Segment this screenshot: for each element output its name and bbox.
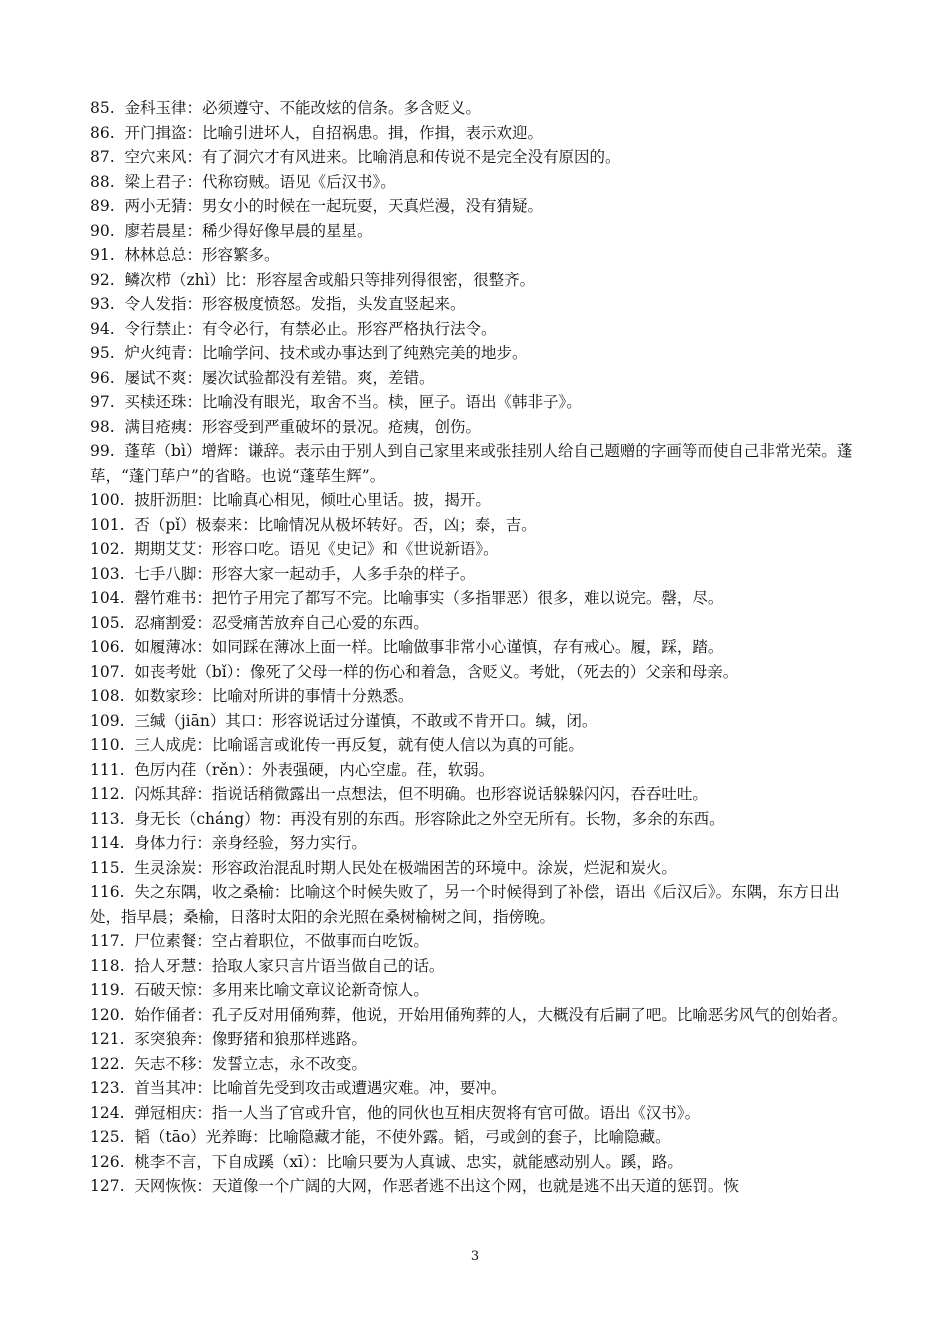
idiom-entry: [90, 170, 865, 195]
entry-number: 98.: [90, 417, 115, 436]
entry-text: 廖若晨星：稀少得好像早晨的星星。: [124, 221, 373, 240]
entry-text: 开门揖盗：比喻引进坏人，自招祸患。揖，作揖，表示欢迎。: [124, 123, 544, 142]
entry-text: 尸位素餐：空占着职位，不做事而白吃饭。: [134, 932, 429, 950]
entry-text: 两小无猜：男女小的时候在一起玩耍，天真烂漫，没有猜疑。: [124, 197, 544, 215]
entry-number: 109.: [90, 711, 125, 730]
entry-text: 闪烁其辞：指说话稍微露出一点想法，但不明确。也形容说话躲躲闪闪，吞吞吐吐。: [134, 785, 708, 803]
idiom-entry: [90, 366, 865, 391]
entry-number: 110.: [90, 736, 125, 754]
entry-number: 119.: [90, 981, 125, 999]
entry-number: 104.: [90, 589, 125, 607]
entry-text: 七手八脚：形容大家一起动手，人多手杂的样子。: [134, 564, 476, 583]
entry-text: 梁上君子：代称窃贼。语见《后汉书》。: [124, 172, 396, 191]
entry-number: 85.: [90, 99, 115, 117]
entry-text: 令人发指：形容极度愤怒。发指，头发直竖起来。: [124, 295, 466, 313]
entry-text: 如丧考妣（bǐ）：像死了父母一样的伤心和着急，含贬义。考妣，（死去的）父亲和母亲。: [134, 662, 739, 681]
entry-number: 95.: [90, 344, 115, 362]
entry-number: 123.: [90, 1079, 125, 1097]
entry-number: 90.: [90, 221, 115, 240]
entry-number: 115.: [90, 858, 125, 877]
entry-text: 三人成虎：比喻谣言或讹传一再反复，就有使人信以为真的可能。: [134, 736, 584, 754]
idiom-entry: [90, 562, 865, 587]
idiom-entry: [90, 782, 865, 807]
entry-number: 88.: [90, 172, 115, 191]
idiom-entry: [90, 219, 865, 244]
entry-text: 金科玉律：必须遵守、不能改炫的信条。多含贬义。: [124, 99, 482, 117]
entry-text: 屡试不爽：屡次试验都没有差错。爽，差错。: [124, 368, 435, 387]
entry-text: 忍痛割爱：忍受痛苦放弃自己心爱的东西。: [134, 613, 429, 632]
idiom-entry: [90, 660, 865, 685]
idiom-entry: [90, 684, 865, 709]
entry-number: 92.: [90, 270, 115, 289]
entry-number: 120.: [90, 1005, 125, 1024]
entry-number: 99.: [90, 442, 115, 460]
entry-text: 期期艾艾：形容口吃。语见《史记》和《世说新语》。: [134, 540, 499, 558]
entry-number: 122.: [90, 1054, 125, 1073]
entry-number: 125.: [90, 1128, 125, 1146]
entry-text: 否（pǐ）极泰来：比喻情况从极坏转好。否，凶；泰，吉。: [134, 515, 537, 534]
entry-text: 鳞次栉（zhì）比：形容屋舍或船只等排列得很密，很整齐。: [124, 270, 536, 289]
entry-number: 105.: [90, 613, 125, 632]
entry-number: 86.: [90, 123, 115, 142]
entry-text: 买椟还珠：比喻没有眼光，取舍不当。椟，匣子。语出《韩非子》。: [124, 393, 582, 411]
entry-number: 101.: [90, 515, 125, 534]
idiom-entry: [90, 415, 865, 440]
idiom-entry: [90, 978, 865, 1003]
entry-number: 89.: [90, 197, 115, 215]
entry-text: 三缄（jiān）其口：形容说话过分谨慎，不敢或不肯开口。缄，闭。: [134, 711, 598, 730]
entry-text: 蓬荜（bì）增辉：谦辞。表示由于别人到自己家里来或张挂别人给自己题赠的字画等而使自己非常光荣。蓬荜，“蓬门荜户”的省略。也说“蓬荜生辉”。: [90, 442, 853, 485]
document-body: [90, 96, 865, 1199]
entry-text: 桃李不言，下自成蹊（xī）：比喻只要为人真诚、忠实，就能感动别人。蹊，路。: [134, 1152, 683, 1171]
entry-number: 97.: [90, 393, 115, 411]
entry-number: 126.: [90, 1152, 125, 1171]
idiom-entry: [90, 856, 865, 881]
entry-number: 121.: [90, 1030, 125, 1048]
entry-text: 满目疮痍：形容受到严重破坏的景况。疮痍，创伤。: [124, 417, 482, 436]
idiom-entry: [90, 488, 865, 513]
entry-number: 91.: [90, 246, 115, 264]
entry-number: 127.: [90, 1177, 125, 1195]
idiom-entry: [90, 96, 865, 121]
entry-number: 96.: [90, 368, 115, 387]
entry-text: 矢志不移：发誓立志，永不改变。: [134, 1054, 367, 1073]
entry-number: 114.: [90, 834, 125, 852]
idiom-entry: [90, 1076, 865, 1101]
entry-number: 108.: [90, 687, 125, 705]
idiom-entry: [90, 1003, 865, 1028]
idiom-entry: [90, 611, 865, 636]
idiom-entry: [90, 1174, 865, 1199]
idiom-entry: [90, 145, 865, 170]
entry-text: 林林总总：形容繁多。: [124, 246, 280, 264]
entry-number: 111.: [90, 760, 125, 779]
idiom-entry: [90, 292, 865, 317]
page-number: 3: [470, 1249, 480, 1264]
idiom-entry: [90, 758, 865, 783]
entry-text: 天网恢恢：天道像一个广阔的大网，作恶者逃不出这个网，也就是逃不出天道的惩罚。恢: [134, 1177, 739, 1195]
idiom-entry: [90, 929, 865, 954]
entry-number: 117.: [90, 932, 125, 950]
idiom-entry: [90, 709, 865, 734]
idiom-entry: [90, 635, 865, 660]
idiom-entry: [90, 807, 865, 832]
entry-number: 94.: [90, 319, 115, 338]
entry-number: 103.: [90, 564, 125, 583]
idiom-entry: [90, 1052, 865, 1077]
entry-number: 106.: [90, 638, 125, 656]
entry-number: 93.: [90, 295, 115, 313]
entry-text: 生灵涂炭：形容政治混乱时期人民处在极端困苦的环境中。涂炭，烂泥和炭火。: [134, 858, 677, 877]
entry-text: 身无长（cháng）物：再没有别的东西。形容除此之外空无所有。长物，多余的东西。: [134, 809, 725, 828]
entry-text: 如数家珍：比喻对所讲的事情十分熟悉。: [134, 687, 414, 705]
entry-text: 始作俑者：孔子反对用俑殉葬，他说，开始用俑殉葬的人，大概没有后嗣了吧。比喻恶劣风气的创始者。: [134, 1005, 848, 1024]
entry-text: 石破天惊：多用来比喻文章议论新奇惊人。: [134, 981, 429, 999]
entry-text: 披肝沥胆：比喻真心相见，倾吐心里话。披，揭开。: [134, 491, 491, 509]
idiom-entry: [90, 954, 865, 979]
idiom-entry: [90, 1101, 865, 1126]
entry-number: 116.: [90, 883, 125, 901]
idiom-entry: [90, 880, 865, 929]
idiom-entry: [90, 537, 865, 562]
idiom-entry: [90, 831, 865, 856]
entry-number: 118.: [90, 956, 125, 975]
idiom-entry: [90, 586, 865, 611]
entry-number: 100.: [90, 491, 125, 509]
idiom-entry: [90, 268, 865, 293]
idiom-entry: [90, 341, 865, 366]
entry-text: 拾人牙慧：拾取人家只言片语当做自己的话。: [134, 956, 445, 975]
entry-text: 空穴来风：有了洞穴才有风进来。比喻消息和传说不是完全没有原因的。: [124, 148, 621, 166]
entry-text: 弹冠相庆：指一人当了官或升官，他的同伙也互相庆贺将有官可做。语出《汉书》。: [134, 1103, 701, 1122]
entry-number: 113.: [90, 809, 125, 828]
idiom-entry: [90, 513, 865, 538]
idiom-entry: [90, 1150, 865, 1175]
idiom-entry: [90, 317, 865, 342]
entry-number: 107.: [90, 662, 125, 681]
entry-text: 韬（tāo）光养晦：比喻隐藏才能，不使外露。韬，弓或剑的套子，比喻隐藏。: [134, 1128, 671, 1146]
idiom-entry: [90, 439, 865, 488]
entry-number: 87.: [90, 148, 115, 166]
entry-text: 如履薄冰：如同踩在薄冰上面一样。比喻做事非常小心谨慎，存有戒心。履，踩，踏。: [134, 638, 724, 656]
idiom-entry: [90, 1027, 865, 1052]
idiom-entry: [90, 243, 865, 268]
idiom-entry: [90, 121, 865, 146]
entry-text: 失之东隅，收之桑榆：比喻这个时候失败了，另一个时候得到了补偿，语出《后汉后》。东隅，东方日出处，指早晨；桑榆，日落时太阳的余光照在桑树榆树之间，指傍晚。: [90, 883, 840, 926]
idiom-entry: [90, 194, 865, 219]
idiom-entry: [90, 1125, 865, 1150]
entry-text: 身体力行：亲身经验，努力实行。: [134, 834, 367, 852]
entry-number: 124.: [90, 1103, 125, 1122]
entry-text: 令行禁止：有令必行，有禁必止。形容严格执行法令。: [124, 319, 497, 338]
entry-text: 色厉内荏（rěn）：外表强硬，内心空虚。荏，软弱。: [134, 760, 495, 779]
idiom-entry: [90, 390, 865, 415]
entry-text: 豕突狼奔：像野猪和狼那样逃路。: [134, 1030, 367, 1048]
entry-text: 首当其冲：比喻首先受到攻击或遭遇灾难。冲，要冲。: [134, 1079, 507, 1097]
entry-text: 罄竹难书：把竹子用完了都写不完。比喻事实（多指罪恶）很多，难以说完。罄，尽。: [134, 589, 724, 607]
entry-text: 炉火纯青：比喻学问、技术或办事达到了纯熟完美的地步。: [124, 344, 528, 362]
idiom-entry: [90, 733, 865, 758]
entry-number: 112.: [90, 785, 125, 803]
entry-number: 102.: [90, 540, 125, 558]
